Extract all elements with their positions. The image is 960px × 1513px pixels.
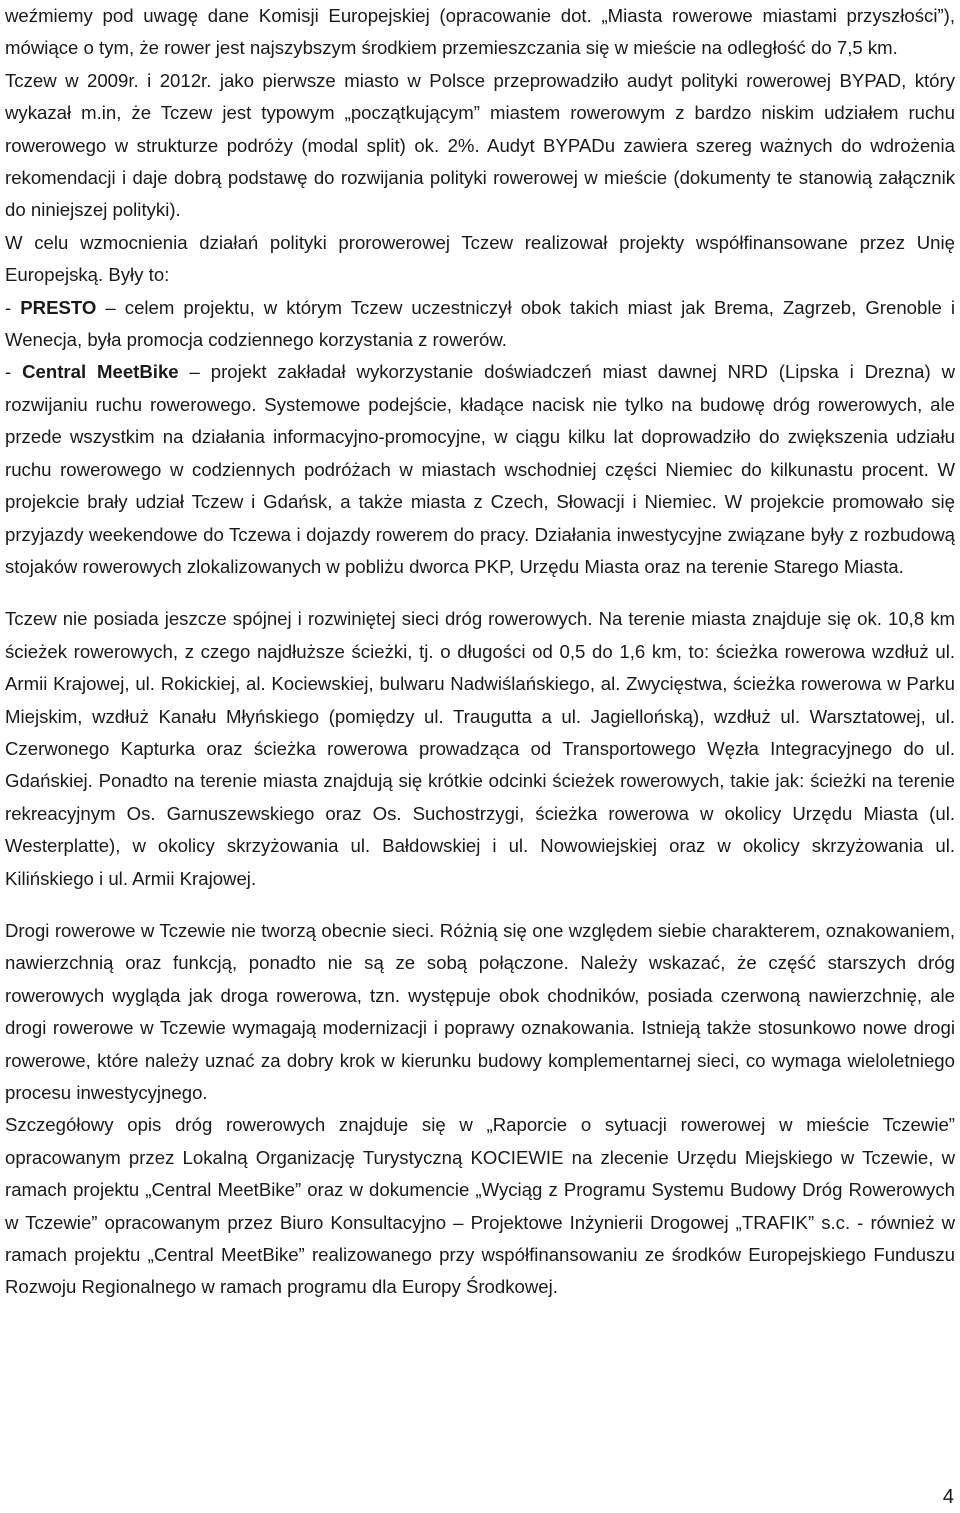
project-name-meetbike: Central MeetBike <box>22 361 179 383</box>
paragraph-network-length: Tczew nie posiada jeszcze spójnej i rozwiniętej sieci dróg rowerowych. Na terenie miasta znajduje się ok. 10,8 km ścieżek rowerowych, z czego najdłuższe ścieżki, tj. o długości od 0,5 do 1,6 km, to: ścieżka rowerowa wzdłuż ul. Armii Krajowej, ul. Rokickiej, al. Kociewskiej, bulwaru Nadwiślańskiego, al. Zwycięstwa, ścieżka rowerowa w Parku Miejskim, wzdłuż Kanału Młyńskiego (pomiędzy ul. Traugutta a ul. Jagiellońską), wzdłuż ul. Warsztatowej, ul. Czerwonego Kapturka oraz ścieżka rowerowa prowadząca od Transportowego Węzła Integracyjnego do ul. Gdańskiej. Ponadto na terenie miasta znajdują się krótkie odcinki ścieżek rowerowych, takie jak: ścieżki na terenie rekreacyjnym Os. Garnuszewskiego oraz Os. Suchostrzygi, ścieżka rowerowa w okolicy Urzędu Miasta (ul. Westerplatte), w okolicy skrzyżowania ul. Bałdowskiej i ul. Nowowiejskiej oraz w okolicy skrzyżowania ul. Kilińskiego i ul. Armii Krajowej. <box>5 608 955 889</box>
paragraph-bypad: Tczew w 2009r. i 2012r. jako pierwsze miasto w Polsce przeprowadziło audyt polityki rowerowej BYPAD, który wykazał m.in, że Tczew jest typowym „początkującym” miastem rowerowym z bardzo niskim udziałem ruchu rowerowego w strukturze podróży (modal split) ok. 2%. Audyt BYPADu zawiera szereg ważnych do wdrożenia rekomendacji i daje dobrą podstawę do rozwijania polityki rowerowej w mieście (dokumenty te stanowią załącznik do niniejszej polityki). <box>5 69 955 221</box>
paragraph-reports: Szczegółowy opis dróg rowerowych znajduje się w „Raporcie o sytuacji rowerowej w mieście Tczewie” opracowanym przez Lokalną Organizację Turystyczną KOCIEWIE na zlecenie Urzędu Miejskiego w Tczewie, w ramach projektu „Central MeetBike” oraz w dokumencie „Wyciąg z Programu Systemu Budowy Dróg Rowerowych w Tczewie” opracowanym przez Biuro Konsultacyjno – Projektowe Inżynierii Drogowej „TRAFIK” s.c. - również w ramach projektu „Central MeetBike” realizowanego przy współfinansowaniu ze środków Europejskiego Funduszu Rozwoju Regionalnego w ramach programu dla Europy Środkowej. <box>5 1114 955 1298</box>
paragraph-eu-projects: W celu wzmocnienia działań polityki prorowerowej Tczew realizował projekty współfinansowane przez Unię Europejską. Były to: <box>5 231 955 286</box>
project-name-presto: PRESTO <box>20 296 97 318</box>
list-item-presto <box>5 292 955 357</box>
document-body <box>5 0 955 1304</box>
paragraph-commission: weźmiemy pod uwagę dane Komisji Europejskiej (opracowanie dot. „Miasta rowerowe miastami przyszłości”), mówiące o tym, że rower jest najszybszym środkiem przemieszczania się w mieście na odległość do 7,5 km. <box>5 5 955 59</box>
presto-description: – celem projektu, w którym Tczew uczestniczył obok takich miast jak Brema, Zagrzeb, Grenoble i Wenecja, była promocja codziennego korzystania z rowerów. <box>5 296 955 351</box>
paragraph-network-state: Drogi rowerowe w Tczewie nie tworzą obecnie sieci. Różnią się one względem siebie charakterem, oznakowaniem, nawierzchnią oraz funkcją, ponadto nie są ze sobą połączone. Należy wskazać, że część starszych dróg rowerowych wygląda jak droga rowerowa, tzn. występuje obok chodników, posiada czerwoną nawierzchnię, ale drogi rowerowe w Tczewie wymagają modernizacji i poprawy oznakowania. Istnieją także stosunkowo nowe drogi rowerowe, które należy uznać za dobry krok w kierunku budowy komplementarnej sieci, co wymaga wieloletniego procesu inwestycyjnego. <box>5 919 955 1103</box>
meetbike-description: – projekt zakładał wykorzystanie doświadczeń miast dawnej NRD (Lipska i Drezna) w rozwijaniu ruchu rowerowego. Systemowe podejście, kładące nacisk nie tylko na budowę dróg rowerowych, ale przede wszystkim na działania informacyjno-promocyjne, w ciągu kilku lat doprowadziło do zwiększenia udziału ruchu rowerowego w codziennych podróżach w miastach wschodniej części Niemiec do kilkunastu procent. W projekcie brały udział Tczew i Gdańsk, a także miasta z Czech, Słowacji i Niemiec. W projekcie promowało się przyjazdy weekendowe do Tczewa i dojazdy rowerem do pracy. Działania inwestycyjne związane były z rozbudową stojaków rowerowych zlokalizowanych w pobliżu dworca PKP, Urzędu Miasta oraz na terenie Starego Miasta. <box>5 361 955 577</box>
list-dash: - <box>5 296 21 318</box>
page-number: 4 <box>942 1486 954 1508</box>
list-item-meetbike <box>5 356 955 583</box>
list-dash: - <box>5 361 23 383</box>
